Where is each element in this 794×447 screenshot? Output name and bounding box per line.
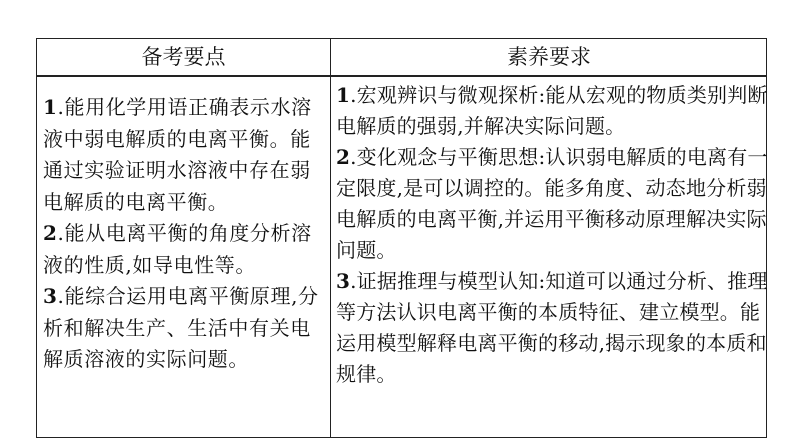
item-text: .证据推理与模型认知:知道可以通过分析、推理等方法认识电离平衡的本质特征、建立模型。能运用模型解释电离平衡的移动,揭示现象的本质和规律。 [336, 269, 768, 386]
item-text: .能综合运用电离平衡原理,分析和解决生产、生活中有关电解质溶液的实际问题。 [43, 284, 319, 371]
item-number: 2 [336, 145, 351, 169]
item-text: .宏观辨识与微观探析:能从宏观的物质类别判断电解质的强弱,并解决实际问题。 [336, 83, 768, 138]
item-number: 3 [336, 269, 351, 293]
column-divider [330, 39, 331, 437]
item-number: 2 [43, 221, 58, 245]
item-text: .变化观念与平衡思想:认识弱电解质的电离有一定限度,是可以调控的。能多角度、动态地分析弱电解质的电离平衡,并运用平衡移动原理解决实际问题。 [336, 145, 768, 262]
literacy-requirements-cell [336, 80, 768, 390]
key-point-item [43, 218, 325, 281]
item-text: .能用化学用语正确表示水溶液中弱电解质的电离平衡。能通过实验证明水溶液中存在弱电解质的电离平衡。 [43, 95, 312, 214]
key-points-cell [43, 92, 325, 376]
key-point-item [43, 92, 325, 218]
item-number: 3 [43, 284, 58, 308]
item-number: 1 [43, 95, 58, 119]
item-number: 1 [336, 83, 351, 107]
requirement-item [336, 266, 768, 390]
requirement-item [336, 80, 768, 142]
item-text: .能从电离平衡的角度分析溶液的性质,如导电性等。 [43, 221, 312, 277]
requirements-table [36, 38, 767, 438]
header-key-points: 备考要点 [141, 45, 226, 69]
header-divider [37, 75, 766, 77]
key-point-item [43, 281, 325, 376]
header-literacy-requirements: 素养要求 [507, 45, 591, 69]
requirement-item [336, 142, 768, 266]
